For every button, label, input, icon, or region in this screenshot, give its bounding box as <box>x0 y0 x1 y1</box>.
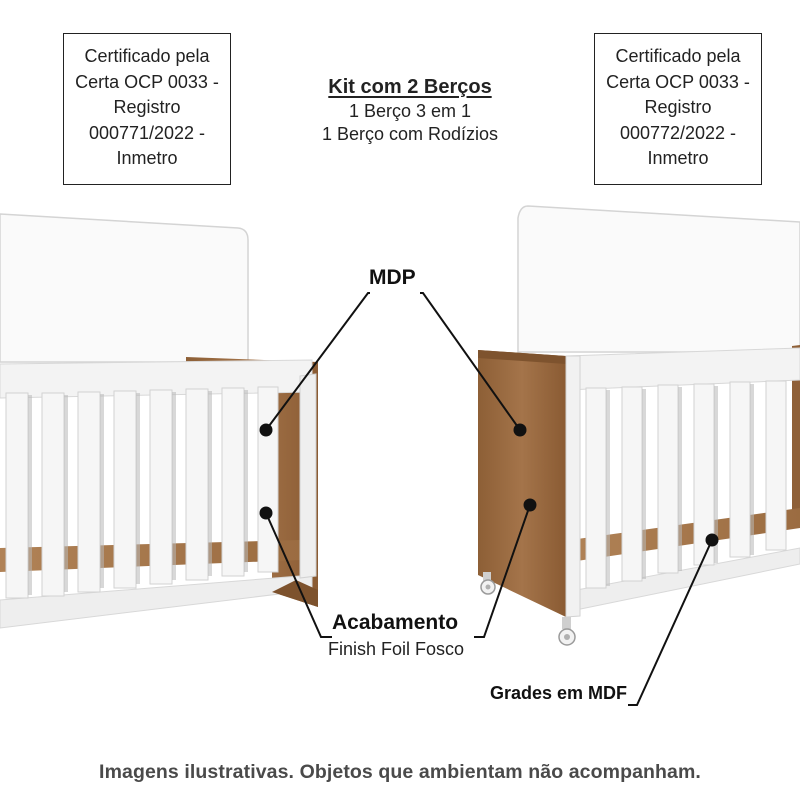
left-crib-slats <box>6 387 278 598</box>
disclaimer: Imagens ilustrativas. Objetos que ambientam não acompanham. <box>99 761 701 783</box>
cert-right-line: Certa OCP 0033 - <box>606 71 750 92</box>
left-crib <box>0 214 318 628</box>
kit-info <box>290 74 530 146</box>
label-acabamento: Acabamento <box>332 611 459 634</box>
label-grades: Grades em MDF <box>490 683 628 703</box>
label-mdp: MDP <box>369 266 416 289</box>
caster-wheel-icon <box>559 617 575 645</box>
cert-right-line: Registro <box>644 97 712 117</box>
certificate-box-left <box>63 33 231 185</box>
certificate-box-right <box>594 33 762 185</box>
cert-right-line: 000772/2022 - <box>619 122 737 143</box>
label-acabamento-sub: Finish Foil Fosco <box>328 639 465 659</box>
cert-right-line: Inmetro <box>647 148 709 168</box>
kit-line-2: 1 Berço com Rodízios <box>321 124 499 144</box>
cert-left-line: Certificado pela <box>84 46 210 66</box>
right-crib-guard-panel <box>518 206 800 352</box>
cert-right-line: Certificado pela <box>615 46 741 66</box>
cert-left-line: Certa OCP 0033 - <box>75 71 219 92</box>
cert-left-line: 000771/2022 - <box>88 122 206 143</box>
kit-title: Kit com 2 Berços <box>328 76 492 98</box>
cert-left-line: Inmetro <box>116 148 178 168</box>
right-crib-top-rail <box>566 348 800 390</box>
cert-left-line: Registro <box>113 97 181 117</box>
left-crib-guard-panel <box>0 214 248 362</box>
right-crib <box>478 206 800 645</box>
kit-line-1: 1 Berço 3 em 1 <box>348 101 472 121</box>
